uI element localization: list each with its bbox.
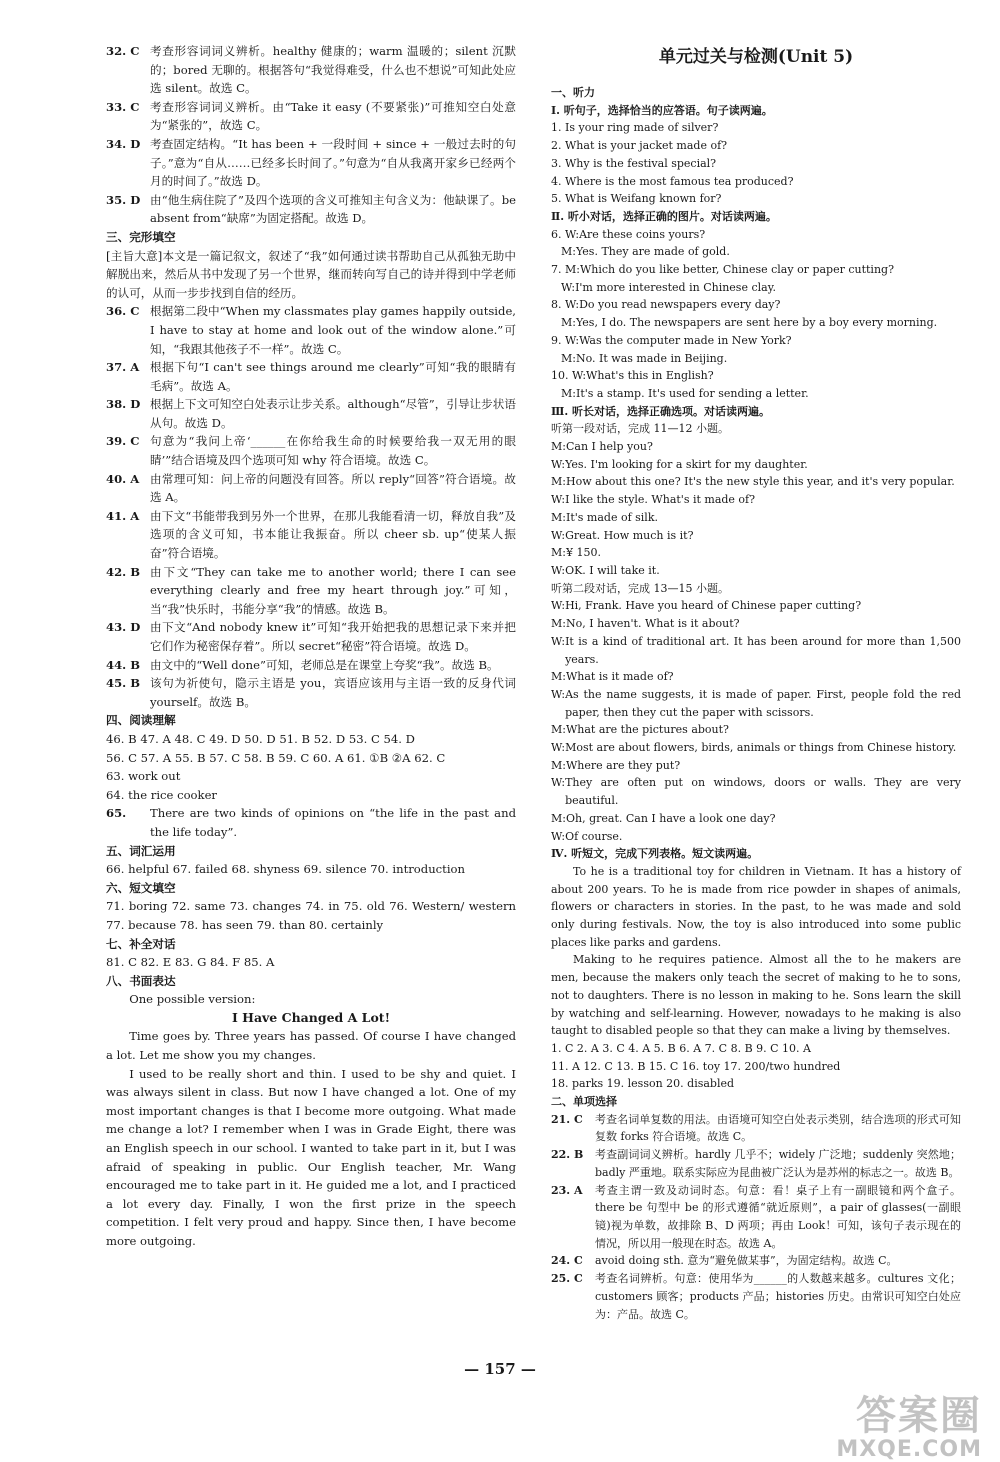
answer-number: 37. A (106, 360, 140, 375)
answer-number: 39. C (106, 434, 140, 449)
answer-number: 22. B (551, 1148, 584, 1162)
answer-explanation: 由“他生病住院了”及四个选项的含义可推知主句含义为：他缺课了。be absent from“缺席”为固定搭配。故选 D。 (150, 192, 516, 226)
speaker-label: W: (551, 829, 566, 843)
dialogue-text: Yes. They are made of gold. (575, 245, 730, 259)
watermark-logo-text: 答案圈 (856, 1393, 982, 1439)
answer-number: 38. D (106, 397, 141, 412)
answer-number: 35. D (106, 192, 141, 207)
answer-explanation: 由下文“They can take me to another world; there I can see everything clearly and free my heart through joy.”可知，当“我”快乐时，书能分享“我”的情感。故选 B。 (150, 564, 516, 616)
text-line: 1. C 2. A 3. C 4. A 5. B 6. A 7. C 8. B 9. C 10. A (551, 1041, 811, 1055)
dialogue-text: I'm more interested in Chinese clay. (575, 280, 776, 294)
speaker-label: M: (551, 723, 566, 737)
answer-number: 41. A (106, 508, 140, 523)
paragraph: Making to he requires patience. Almost all the to he makers are men, because the makers only teach the secret of making to he to sons, not to daughters. There is no lesson in making to he. Sons learn the skill by watching and self-learning. However, nowadays to he making is also taught to disabled people so that they can make a living by themselves. (551, 953, 961, 1038)
text-line: 66. helpful 67. failed 68. shyness 69. silence 70. introduction (106, 862, 465, 877)
dialogue-line (551, 668, 961, 686)
text-line: 3. Why is the festival special? (551, 156, 717, 170)
speaker-label: W: (561, 280, 576, 294)
dialogue-line (551, 296, 961, 314)
dialogue-text: No, I haven't. What is it about? (565, 617, 740, 631)
answer-explanation: 由文中的“Well done”可知，老师总是在课堂上夸奖“我”。故选 B。 (150, 657, 499, 672)
dialogue-text: It's a stamp. It's used for sending a letter. (575, 386, 809, 400)
section-heading: 七、补全对话 (106, 936, 176, 951)
dialogue-line (551, 527, 961, 545)
text-line: 64. the rice cooker (106, 787, 217, 802)
text-line: 4. Where is the most famous tea produced? (551, 174, 794, 188)
dialogue-text: Yes, I do. The newspapers are sent here by a boy every morning. (575, 316, 938, 330)
answer-number: 42. B (106, 564, 141, 579)
paragraph: I used to be really short and thin. I used to be shy and quiet. I was always silent in class. But now I have changed a lot. One of my most important changes is that I become more outgoing. What made me change a lot? I remember when I was in Grade Eight, there was an English speech in our school. I wanted to take part in it, but I was afraid of speaking in public. Our English teacher, Mr. Wang encouraged me to take part in it. He guided me a lot, and I practiced a lot every day. Finally, I won the first prize in the speech competition. I felt very proud and happy. Since then, I have become more outgoing. (106, 1066, 516, 1248)
answer-explanation: 考查形容词词义辨析。由“Take it easy (不要紧张)”可推知空白处意为“紧张的”，故选 C。 (150, 99, 516, 133)
dialogue-text: Are these coins yours? (579, 227, 706, 241)
answer-explanation: 该句为祈使句，隐示主语是 you，宾语应该用与主语一致的反身代词 yourself。故选 B。 (150, 676, 516, 709)
speaker-label: 7. M: (551, 263, 580, 277)
dialogue-text: Oh, great. Can I have a look one day? (565, 811, 776, 825)
dialogue-line (551, 385, 961, 403)
essay-title: I Have Changed A Lot! (231, 1009, 391, 1025)
answer-explanation: 考查固定结构。“It has been + 一段时间 + since + 一般过去时的句子。”意为“自从……已经多长时间了。”句意为“自从我离开家乡已经两个月的时间了。”故选 D。 (150, 136, 516, 189)
speaker-label: 6. W: (551, 227, 580, 241)
dialogue-line (551, 739, 961, 757)
dialogue-text: Do you read newspapers every day? (579, 298, 781, 312)
answer-explanation: 句意为“我问上帝‘______在你给我生命的时候要给我一双无用的眼睛’”结合语境及四个选项可知 why 符合语境。故选 C。 (150, 434, 516, 468)
answer-item (106, 395, 516, 432)
text-line: 2. What is your jacket made of? (551, 139, 728, 153)
speaker-label: M: (551, 475, 566, 489)
answer-item (106, 804, 516, 841)
paragraph: Time goes by. Three years has passed. Of course I have changed a lot. Let me show you my changes. (106, 1029, 516, 1063)
dialogue-line (551, 757, 961, 775)
dialogue-text: What's this in English? (586, 369, 714, 383)
answer-number: 23. A (551, 1183, 583, 1197)
dialogue-text: Hi, Frank. Have you heard of Chinese paper cutting? (565, 599, 862, 613)
section-heading: Ⅱ. 听小对话，选择正确的图片。对话读两遍。 (551, 209, 777, 223)
dialogue-line (551, 633, 961, 668)
dialogue-line (551, 279, 961, 297)
speaker-label: W: (551, 776, 566, 790)
answer-number: 36. C (106, 304, 140, 319)
dialogue-text: Can I help you? (565, 440, 653, 454)
watermark-site: MXQE.COM (836, 1437, 982, 1462)
dialogue-text: It's made of silk. (565, 510, 658, 524)
paragraph: One possible version: (129, 992, 256, 1007)
dialogue-line (551, 243, 961, 261)
section-heading: 八、书面表达 (106, 973, 176, 988)
speaker-label: W: (551, 687, 566, 701)
text-line: 5. What is Weifang known for? (551, 192, 722, 206)
answer-explanation: 根据第二段中“When my classmates play games happily outside, I have to stay at home and look out of the window alone.”可知，“我跟其他孩子不一样”。故选 C。 (150, 304, 516, 356)
answer-explanation: 根据下句“I can't see things around me clearly”可知“我的眼睛有毛病”。故选 A。 (150, 360, 516, 393)
speaker-label: W: (551, 599, 566, 613)
section-heading: 五、词汇运用 (106, 843, 176, 858)
answer-number: 44. B (106, 657, 141, 672)
speaker-label: M: (551, 510, 566, 524)
section-heading: 一、听力 (551, 86, 595, 99)
dialogue-line (551, 686, 961, 721)
dialogue-text: It is a kind of traditional art. It has been around for more than 1,500 years. (565, 634, 961, 666)
section-heading: Ⅲ. 听长对话，选择正确选项。对话读两遍。 (551, 404, 771, 418)
section-heading: 二、单项选择 (551, 1095, 617, 1109)
answer-item (106, 135, 516, 191)
dialogue-line (551, 456, 961, 474)
speaker-label: M: (551, 811, 566, 825)
text-line: 63. work out (106, 769, 181, 784)
answer-item (106, 191, 516, 228)
answer-item (106, 302, 516, 358)
speaker-label: W: (551, 493, 566, 507)
dialogue-text: How about this one? It's the new style this year, and it's very popular. (565, 475, 955, 489)
answer-item (106, 432, 516, 469)
dialogue-text: They are often put on windows, doors or walls. They are very beautiful. (565, 776, 961, 808)
answer-number: 45. B (106, 676, 141, 691)
speaker-label: M: (551, 758, 566, 772)
answer-item (106, 674, 516, 711)
speaker-label: M: (551, 670, 566, 684)
dialogue-text: I like the style. What's it made of? (565, 493, 756, 507)
dialogue-line (551, 491, 961, 509)
dialogue-line (551, 544, 961, 562)
answer-explanation: 考查主谓一致及动词时态。句意：看！桌子上有一副眼镜和两个盒子。there be 句型中 be 的形式遵循“就近原则”，a pair of glasses(一副眼镜)视为单数，故排除 B、D 两项；再由 Look！可知，该句子表示现在的情况，所以用一般现在时态。故选 A。 (595, 1183, 961, 1250)
dialogue-text: No. It was made in Beijing. (575, 351, 728, 365)
dialogue-line (551, 350, 961, 368)
dialogue-line (551, 774, 961, 809)
answer-number: 34. D (106, 136, 141, 151)
text-line: 听第一段对话，完成 11—12 小题。 (551, 422, 729, 436)
answer-item (106, 42, 516, 98)
answer-explanation: 考查副词词义辨析。hardly 几乎不；widely 广泛地；suddenly 突然地；badly 严重地。联系实际应为昆曲被广泛认为是苏州的标志之一。故选 B。 (595, 1148, 961, 1179)
answer-item (551, 1270, 961, 1323)
answer-number: 25. C (551, 1272, 583, 1286)
watermark-logo (836, 1395, 982, 1462)
paragraph: To he is a traditional toy for children in Vietnam. It has a history of about 200 years. To he is made from rice powder in shapes of animals, flowers or characters in stories. In the past, to he was made and sold only during festivals. Now, the toy is also introduced into some public places like parks and gardens. (551, 864, 961, 949)
speaker-label: 10. W: (551, 369, 587, 383)
answer-item (106, 656, 516, 675)
answer-number: 21. C (551, 1112, 583, 1126)
answer-item (551, 1182, 961, 1253)
answer-number: 65. (106, 806, 127, 821)
dialogue-text: Most are about flowers, birds, animals or things from Chinese history. (565, 741, 957, 755)
dialogue-line (551, 562, 961, 580)
text-line: 81. C 82. E 83. G 84. F 85. A (106, 955, 275, 970)
dialogue-line (551, 509, 961, 527)
left-column (106, 42, 516, 1251)
dialogue-line (551, 367, 961, 385)
answer-explanation: avoid doing sth. 意为“避免做某事”，为固定结构。故选 C。 (595, 1254, 898, 1268)
dialogue-line (551, 828, 961, 846)
dialogue-line (551, 438, 961, 456)
right-column (551, 42, 961, 1323)
section-heading: Ⅳ. 听短文，完成下列表格。短文读两遍。 (551, 847, 759, 861)
speaker-label: W: (551, 741, 566, 755)
answer-number: 32. C (106, 44, 140, 58)
text-line: 71. boring 72. same 73. changes 74. in 75. old 76. Western/ western 77. because 78. has seen 79. than 80. certainly (106, 899, 516, 932)
dialogue-line (551, 473, 961, 491)
answer-item (106, 618, 516, 655)
page-number: — 157 — (464, 1360, 536, 1378)
answer-explanation: 考查名词单复数的用法。由语境可知空白处表示类别，结合选项的形式可知复数 forks 符合语境。故选 C。 (595, 1112, 961, 1144)
dialogue-line (551, 721, 961, 739)
answer-explanation: 由下文“And nobody knew it”可知“我开始把我的思想记录下来并把它们作为秘密保存着”。所以 secret“秘密”符合语境。故选 D。 (150, 620, 516, 653)
answer-explanation: 由常理可知：问上帝的问题没有回答。所以 reply“回答”符合语境。故选 A。 (150, 471, 516, 505)
answer-number: 40. A (106, 471, 140, 486)
text-line: 56. C 57. A 55. B 57. C 58. B 59. C 60. A 61. ①B ②A 62. C (106, 750, 446, 765)
dialogue-line (551, 226, 961, 244)
section-heading: 六、短文填空 (106, 880, 176, 895)
answer-explanation: 根据上下文可知空白处表示让步关系。although“尽管”，引导让步状语从句。故选 D。 (150, 397, 516, 430)
answer-item (106, 98, 516, 135)
dialogue-text: Which do you like better, Chinese clay or paper cutting? (579, 263, 894, 277)
dialogue-text: Was the computer made in New York? (579, 333, 792, 347)
dialogue-text: Yes. I'm looking for a skirt for my daughter. (565, 457, 808, 471)
dialogue-line (551, 810, 961, 828)
text-line: 1. Is your ring made of silver? (551, 121, 719, 135)
dialogue-line (551, 615, 961, 633)
dialogue-line (551, 314, 961, 332)
speaker-label: M: (561, 351, 576, 365)
answer-explanation: 考查名词辨析。句意：使用华为______的人数越来越多。cultures 文化；customers 顾客；products 产品；histories 历史。由常识可知空白处应为：产品。故选 C。 (595, 1272, 961, 1321)
section-heading: 四、阅读理解 (106, 713, 176, 728)
section-heading: Ⅰ. 听句子，选择恰当的应答语。句子读两遍。 (551, 103, 773, 117)
speaker-label: 9. W: (551, 333, 580, 347)
text-line: 18. parks 19. lesson 20. disabled (551, 1077, 735, 1091)
speaker-label: M: (551, 617, 566, 631)
section-heading: 三、完形填空 (106, 229, 176, 244)
speaker-label: 8. W: (551, 298, 580, 312)
dialogue-text: As the name suggests, it is made of paper. First, people fold the red paper, then they cut the paper with scissors. (565, 687, 961, 719)
text-line: 46. B 47. A 48. C 49. D 50. D 51. B 52. D 53. C 54. D (106, 731, 415, 746)
speaker-label: W: (551, 563, 566, 577)
dialogue-line (551, 261, 961, 279)
answer-item (551, 1252, 961, 1270)
dialogue-text: ¥ 150. (565, 546, 601, 560)
speaker-label: W: (551, 457, 566, 471)
answer-explanation: There are two kinds of opinions on “the life in the past and the life today”. (150, 806, 516, 839)
dialogue-line (551, 332, 961, 350)
answer-item (106, 563, 516, 619)
unit-title: 单元过关与检测(Unit 5) (658, 47, 854, 67)
answer-explanation: 考查形容词词义辨析。healthy 健康的；warm 温暖的；silent 沉默的；bored 无聊的。根据答句“我觉得难受，什么也不想说”可知此处应选 silent。故选 C。 (150, 44, 516, 96)
speaker-label: M: (561, 386, 576, 400)
speaker-label: M: (561, 316, 576, 330)
answer-item (551, 1146, 961, 1181)
dialogue-text: What are the pictures about? (565, 723, 729, 737)
text-line: [主旨大意]本文是一篇记叙文，叙述了“我”如何通过读书帮助自己从孤独无助中解脱出来，然后从书中发现了另一个世界，继而转向写自己的诗并得到中学老师的认可，从而一步步找到自信的经历。 (106, 248, 516, 300)
dialogue-text: Where are they put? (565, 758, 681, 772)
speaker-label: W: (551, 528, 566, 542)
speaker-label: M: (551, 440, 566, 454)
dialogue-text: Of course. (565, 829, 623, 843)
answer-number: 33. C (106, 99, 140, 114)
text-line: 11. A 12. C 13. B 15. C 16. toy 17. 200/two hundred (551, 1059, 841, 1073)
dialogue-line (551, 597, 961, 615)
dialogue-text: What is it made of? (565, 670, 674, 684)
speaker-label: M: (551, 546, 566, 560)
speaker-label: W: (551, 634, 566, 648)
answer-item (106, 358, 516, 395)
answer-item (106, 507, 516, 563)
answer-number: 24. C (551, 1254, 583, 1268)
dialogue-text: Great. How much is it? (565, 528, 694, 542)
speaker-label: M: (561, 245, 576, 259)
answer-item (551, 1111, 961, 1146)
answer-number: 43. D (106, 620, 141, 635)
answer-item (106, 470, 516, 507)
answer-explanation: 由下文“书能带我到另外一个世界，在那儿我能看清一切，释放自我”及选项的含义可知，书本能让我振奋。所以 cheer sb. up“使某人振奋”符合语境。 (150, 508, 516, 561)
text-line: 听第二段对话，完成 13—15 小题。 (551, 581, 729, 595)
dialogue-text: OK. I will take it. (565, 563, 660, 577)
